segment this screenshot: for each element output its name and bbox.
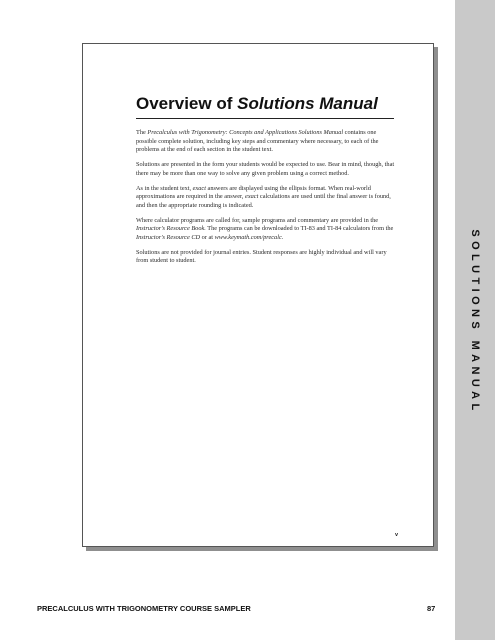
footer-page-number: 87 xyxy=(427,604,436,613)
text-run: The programs can be downloaded to TI-83 and TI-84 calculators from the xyxy=(205,225,394,233)
footer-title: PRECALCULUS WITH TRIGONOMETRY COURSE SAMPLER xyxy=(37,604,251,613)
body-paragraph xyxy=(136,217,398,243)
side-tab-label: SOLUTIONS MANUAL xyxy=(469,229,481,415)
text-run: answers are displayed using the ellipsis format. When real-world approximations are required in the answer, xyxy=(136,184,371,201)
text-run: Solutions are not provided for journal entries. Student responses are highly individual and will vary from student to student. xyxy=(136,248,387,265)
italic-text: Precalculus with Trigonometry: Concepts and Applications Solutions Manual xyxy=(147,129,344,136)
italic-text: exact xyxy=(245,193,259,201)
text-run: or at xyxy=(200,234,215,242)
body-paragraph xyxy=(136,129,398,155)
title-rule xyxy=(136,118,394,119)
page-title-emphasis: Solutions Manual xyxy=(237,94,378,113)
text-run: The xyxy=(136,129,148,136)
inset-page xyxy=(82,43,434,547)
body-text xyxy=(136,129,398,272)
text-run: contains one possible complete solution, including key steps and commentary where necessary, to each of the problems at the end of each section in the student text. xyxy=(136,129,379,154)
text-run: calculations are used until the final answer is found, and then the appropriate rounding is indicated. xyxy=(136,193,391,209)
italic-text: www.keymath.com/precalc. xyxy=(214,234,284,242)
text-run: As in the student text, xyxy=(136,184,193,192)
italic-text: Instructor's Resource Book. xyxy=(136,225,206,233)
text-run: Solutions are presented in the form your students would be expected to use. Bear in mind, though, that there may be more than one way to solve any given problem using a correct method. xyxy=(136,161,395,177)
page-title-prefix: Overview of xyxy=(136,94,238,113)
body-paragraph xyxy=(136,185,398,211)
text-run: Where calculator programs are called for, sample programs and commentary are provided in the xyxy=(136,216,379,224)
page-number: v xyxy=(395,532,399,538)
italic-text: exact xyxy=(192,184,206,192)
italic-text: Instructor's Resource CD xyxy=(136,234,201,242)
body-paragraph xyxy=(136,161,398,178)
body-paragraph xyxy=(136,249,398,266)
page-title xyxy=(136,94,378,114)
